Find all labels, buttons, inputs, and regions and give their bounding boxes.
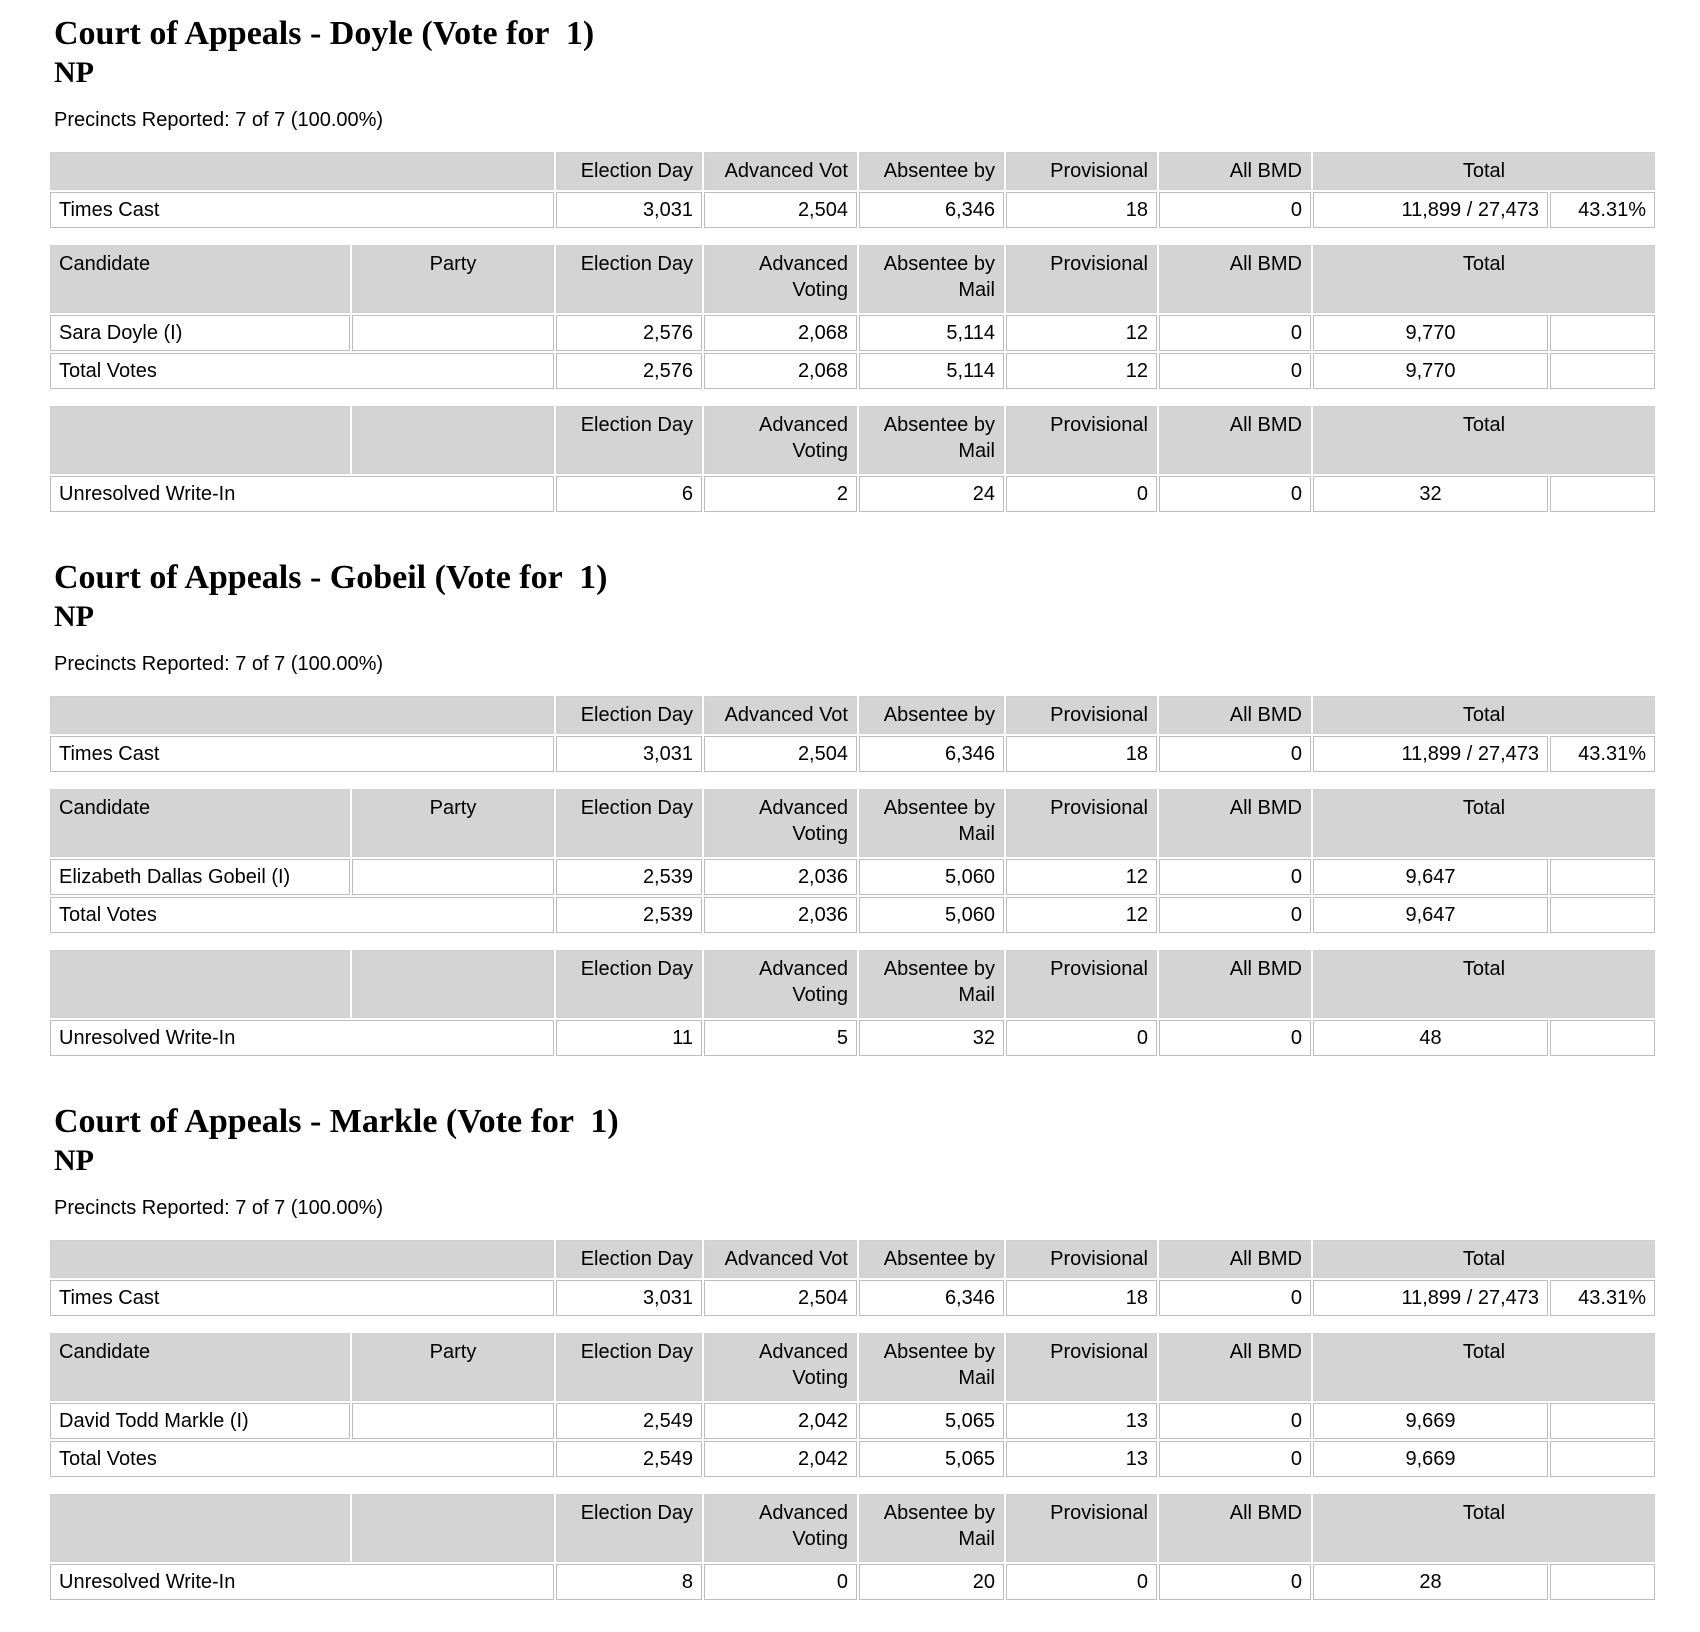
cell-absentee-by-mail: 6,346	[859, 192, 1004, 228]
cell-turnout-pct: 43.31%	[1550, 1280, 1655, 1316]
cell-advanced-voting: 5	[704, 1020, 857, 1056]
header-advanced-voting: Advanced Vot	[704, 1240, 857, 1278]
header-advanced-voting: Advanced Vot	[704, 696, 857, 734]
cell-all-bmd: 0	[1159, 476, 1311, 512]
contest-title: Court of Appeals - Gobeil (Vote for 1)	[54, 559, 608, 596]
cell-provisional: 18	[1006, 192, 1157, 228]
header-provisional: Provisional	[1006, 1333, 1157, 1401]
cell-election-day: 3,031	[556, 192, 702, 228]
times-cast-table	[48, 1238, 1657, 1318]
header-candidate: Candidate	[50, 245, 350, 313]
precincts-reported: Precincts Reported: 7 of 7 (100.00%)	[54, 1197, 384, 1219]
header-blank	[50, 696, 554, 734]
cell-absentee-by-mail: 5,060	[859, 859, 1004, 895]
cell-total: 48	[1313, 1020, 1548, 1056]
cell-election-day: 8	[556, 1564, 702, 1600]
cell-turnout-pct: 43.31%	[1550, 736, 1655, 772]
total-votes-row	[50, 1441, 1655, 1477]
contest-title: Court of Appeals - Doyle (Vote for 1)	[54, 15, 595, 52]
cell-advanced-voting: 2,042	[704, 1403, 857, 1439]
header-absentee-by-mail: Absentee by Mail	[859, 789, 1004, 857]
cell-absentee-by-mail: 5,060	[859, 897, 1004, 933]
cell-advanced-voting: 2,036	[704, 859, 857, 895]
header-candidate: Candidate	[50, 789, 350, 857]
header-total: Total	[1313, 789, 1655, 857]
header-provisional: Provisional	[1006, 950, 1157, 1018]
write-in-label: Unresolved Write-In	[50, 1564, 554, 1600]
header-absentee-by-mail: Absentee by	[859, 1240, 1004, 1278]
cell-advanced-voting: 2,036	[704, 897, 857, 933]
cell-advanced-voting: 2,504	[704, 192, 857, 228]
cell-provisional: 0	[1006, 476, 1157, 512]
header-all-bmd: All BMD	[1159, 950, 1311, 1018]
total-votes-label: Total Votes	[50, 353, 554, 389]
header-blank	[50, 406, 350, 474]
header-blank	[50, 950, 350, 1018]
cell-absentee-by-mail: 24	[859, 476, 1004, 512]
header-all-bmd: All BMD	[1159, 696, 1311, 734]
header-absentee-by-mail: Absentee by	[859, 696, 1004, 734]
header-all-bmd: All BMD	[1159, 406, 1311, 474]
contest-party-type: NP	[54, 56, 94, 89]
candidate-row	[50, 859, 1655, 895]
cell-advanced-voting: 2,068	[704, 353, 857, 389]
cell-election-day: 2,576	[556, 353, 702, 389]
cell-provisional: 12	[1006, 353, 1157, 389]
cell-advanced-voting: 2	[704, 476, 857, 512]
header-all-bmd: All BMD	[1159, 245, 1311, 313]
cell-election-day: 2,549	[556, 1403, 702, 1439]
cell-absentee-by-mail: 20	[859, 1564, 1004, 1600]
cell-absentee-by-mail: 6,346	[859, 736, 1004, 772]
cell-all-bmd: 0	[1159, 1280, 1311, 1316]
cell-all-bmd: 0	[1159, 1403, 1311, 1439]
header-total: Total	[1313, 245, 1655, 313]
write-in-row	[50, 1564, 1655, 1600]
cell-all-bmd: 0	[1159, 1564, 1311, 1600]
header-advanced-voting: Advanced Vot	[704, 152, 857, 190]
cell-all-bmd: 0	[1159, 353, 1311, 389]
section-markle	[48, 1102, 1660, 1602]
total-votes-row	[50, 897, 1655, 933]
cell-total: 32	[1313, 476, 1548, 512]
candidate-party	[352, 315, 554, 351]
cell-election-day: 6	[556, 476, 702, 512]
header-advanced-voting: Advanced Voting	[704, 789, 857, 857]
section-doyle	[48, 14, 1660, 514]
header-election-day: Election Day	[556, 789, 702, 857]
header-absentee-by-mail: Absentee by Mail	[859, 245, 1004, 313]
header-blank	[50, 1240, 554, 1278]
header-absentee-by-mail: Absentee by Mail	[859, 950, 1004, 1018]
cell-provisional: 18	[1006, 736, 1157, 772]
header-absentee-by-mail: Absentee by Mail	[859, 406, 1004, 474]
header-advanced-voting: Advanced Voting	[704, 245, 857, 313]
header-election-day: Election Day	[556, 245, 702, 313]
header-blank	[352, 950, 554, 1018]
cell-pct-empty	[1550, 315, 1655, 351]
cell-all-bmd: 0	[1159, 315, 1311, 351]
header-all-bmd: All BMD	[1159, 1494, 1311, 1562]
times-cast-label: Times Cast	[50, 192, 554, 228]
header-total: Total	[1313, 152, 1655, 190]
candidate-name: Sara Doyle (I)	[50, 315, 350, 351]
header-party: Party	[352, 789, 554, 857]
times-cast-row	[50, 192, 1655, 228]
summary-header-row	[50, 696, 1655, 734]
candidate-table	[48, 1331, 1657, 1479]
cell-all-bmd: 0	[1159, 1020, 1311, 1056]
candidate-party	[352, 1403, 554, 1439]
header-advanced-voting: Advanced Voting	[704, 950, 857, 1018]
header-blank	[352, 1494, 554, 1562]
cell-pct-empty	[1550, 859, 1655, 895]
header-absentee-by-mail: Absentee by Mail	[859, 1494, 1004, 1562]
cell-turnout-pct: 43.31%	[1550, 192, 1655, 228]
cell-election-day: 2,549	[556, 1441, 702, 1477]
cell-total: 28	[1313, 1564, 1548, 1600]
candidate-header-row	[50, 789, 1655, 857]
cell-absentee-by-mail: 5,114	[859, 353, 1004, 389]
cell-absentee-by-mail: 6,346	[859, 1280, 1004, 1316]
times-cast-label: Times Cast	[50, 1280, 554, 1316]
cell-provisional: 12	[1006, 897, 1157, 933]
cell-pct-empty	[1550, 476, 1655, 512]
cell-election-day: 3,031	[556, 1280, 702, 1316]
header-provisional: Provisional	[1006, 789, 1157, 857]
cell-absentee-by-mail: 5,065	[859, 1441, 1004, 1477]
write-in-label: Unresolved Write-In	[50, 476, 554, 512]
candidate-party	[352, 859, 554, 895]
header-all-bmd: All BMD	[1159, 789, 1311, 857]
write-in-table	[48, 1492, 1657, 1602]
contest-party-type: NP	[54, 600, 94, 633]
header-election-day: Election Day	[556, 406, 702, 474]
times-cast-table	[48, 694, 1657, 774]
candidate-name: Elizabeth Dallas Gobeil (I)	[50, 859, 350, 895]
header-advanced-voting: Advanced Voting	[704, 1494, 857, 1562]
write-in-label: Unresolved Write-In	[50, 1020, 554, 1056]
cell-provisional: 12	[1006, 859, 1157, 895]
header-election-day: Election Day	[556, 1240, 702, 1278]
times-cast-table	[48, 150, 1657, 230]
section-gobeil	[48, 558, 1660, 1058]
cell-total: 9,647	[1313, 859, 1548, 895]
cell-provisional: 18	[1006, 1280, 1157, 1316]
contest-title: Court of Appeals - Markle (Vote for 1)	[54, 1103, 619, 1140]
cell-election-day: 2,539	[556, 859, 702, 895]
candidate-row	[50, 1403, 1655, 1439]
candidate-table	[48, 787, 1657, 935]
summary-header-row	[50, 1240, 1655, 1278]
write-in-table	[48, 404, 1657, 514]
cell-election-day: 11	[556, 1020, 702, 1056]
header-total: Total	[1313, 1333, 1655, 1401]
cell-pct-empty	[1550, 353, 1655, 389]
header-provisional: Provisional	[1006, 406, 1157, 474]
header-election-day: Election Day	[556, 696, 702, 734]
times-cast-row	[50, 736, 1655, 772]
header-provisional: Provisional	[1006, 696, 1157, 734]
times-cast-row	[50, 1280, 1655, 1316]
header-all-bmd: All BMD	[1159, 1333, 1311, 1401]
cell-total: 9,669	[1313, 1441, 1548, 1477]
cell-absentee-by-mail: 5,065	[859, 1403, 1004, 1439]
summary-header-row	[50, 152, 1655, 190]
header-blank	[50, 1494, 350, 1562]
header-election-day: Election Day	[556, 1333, 702, 1401]
contest-party-type: NP	[54, 1144, 94, 1177]
cell-total: 11,899 / 27,473	[1313, 192, 1548, 228]
times-cast-label: Times Cast	[50, 736, 554, 772]
cell-total: 9,647	[1313, 897, 1548, 933]
header-absentee-by-mail: Absentee by	[859, 152, 1004, 190]
cell-election-day: 3,031	[556, 736, 702, 772]
cell-pct-empty	[1550, 1564, 1655, 1600]
cell-provisional: 13	[1006, 1441, 1157, 1477]
write-in-table	[48, 948, 1657, 1058]
cell-pct-empty	[1550, 1441, 1655, 1477]
write-in-header-row	[50, 406, 1655, 474]
header-total: Total	[1313, 406, 1655, 474]
cell-all-bmd: 0	[1159, 736, 1311, 772]
candidate-row	[50, 315, 1655, 351]
cell-all-bmd: 0	[1159, 897, 1311, 933]
cell-provisional: 12	[1006, 315, 1157, 351]
cell-advanced-voting: 2,068	[704, 315, 857, 351]
header-total: Total	[1313, 950, 1655, 1018]
header-provisional: Provisional	[1006, 245, 1157, 313]
cell-pct-empty	[1550, 897, 1655, 933]
write-in-row	[50, 476, 1655, 512]
candidate-header-row	[50, 245, 1655, 313]
cell-total: 9,770	[1313, 353, 1548, 389]
cell-absentee-by-mail: 32	[859, 1020, 1004, 1056]
cell-total: 11,899 / 27,473	[1313, 736, 1548, 772]
cell-advanced-voting: 0	[704, 1564, 857, 1600]
header-blank	[50, 152, 554, 190]
cell-all-bmd: 0	[1159, 859, 1311, 895]
header-total: Total	[1313, 1494, 1655, 1562]
candidate-table	[48, 243, 1657, 391]
cell-total: 11,899 / 27,473	[1313, 1280, 1548, 1316]
header-provisional: Provisional	[1006, 1494, 1157, 1562]
header-election-day: Election Day	[556, 152, 702, 190]
cell-absentee-by-mail: 5,114	[859, 315, 1004, 351]
total-votes-label: Total Votes	[50, 897, 554, 933]
header-advanced-voting: Advanced Voting	[704, 406, 857, 474]
header-election-day: Election Day	[556, 1494, 702, 1562]
header-provisional: Provisional	[1006, 1240, 1157, 1278]
header-total: Total	[1313, 696, 1655, 734]
cell-provisional: 0	[1006, 1020, 1157, 1056]
cell-election-day: 2,539	[556, 897, 702, 933]
write-in-header-row	[50, 950, 1655, 1018]
cell-advanced-voting: 2,504	[704, 736, 857, 772]
header-all-bmd: All BMD	[1159, 1240, 1311, 1278]
header-total: Total	[1313, 1240, 1655, 1278]
header-absentee-by-mail: Absentee by Mail	[859, 1333, 1004, 1401]
cell-total: 9,669	[1313, 1403, 1548, 1439]
cell-advanced-voting: 2,504	[704, 1280, 857, 1316]
header-provisional: Provisional	[1006, 152, 1157, 190]
candidate-name: David Todd Markle (I)	[50, 1403, 350, 1439]
precincts-reported: Precincts Reported: 7 of 7 (100.00%)	[54, 109, 384, 131]
total-votes-row	[50, 353, 1655, 389]
cell-pct-empty	[1550, 1403, 1655, 1439]
header-party: Party	[352, 1333, 554, 1401]
total-votes-label: Total Votes	[50, 1441, 554, 1477]
header-party: Party	[352, 245, 554, 313]
write-in-row	[50, 1020, 1655, 1056]
cell-advanced-voting: 2,042	[704, 1441, 857, 1477]
cell-provisional: 13	[1006, 1403, 1157, 1439]
candidate-header-row	[50, 1333, 1655, 1401]
header-blank	[352, 406, 554, 474]
cell-election-day: 2,576	[556, 315, 702, 351]
write-in-header-row	[50, 1494, 1655, 1562]
header-all-bmd: All BMD	[1159, 152, 1311, 190]
cell-all-bmd: 0	[1159, 1441, 1311, 1477]
header-election-day: Election Day	[556, 950, 702, 1018]
cell-all-bmd: 0	[1159, 192, 1311, 228]
precincts-reported: Precincts Reported: 7 of 7 (100.00%)	[54, 653, 384, 675]
cell-total: 9,770	[1313, 315, 1548, 351]
header-candidate: Candidate	[50, 1333, 350, 1401]
header-advanced-voting: Advanced Voting	[704, 1333, 857, 1401]
cell-provisional: 0	[1006, 1564, 1157, 1600]
cell-pct-empty	[1550, 1020, 1655, 1056]
